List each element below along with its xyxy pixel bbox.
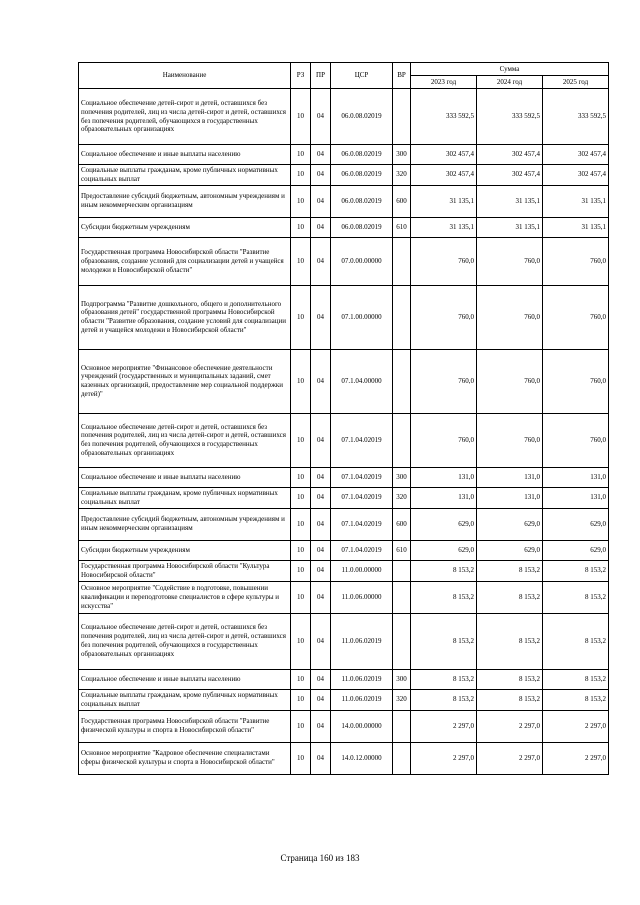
row-2025-cell: 629,0 <box>543 508 609 540</box>
row-2023-cell: 302 457,4 <box>411 165 477 186</box>
row-rz-cell: 10 <box>291 613 311 669</box>
row-2023-cell: 760,0 <box>411 413 477 467</box>
row-name-cell: Социальные выплаты гражданам, кроме публичных нормативных социальных выплат <box>79 487 291 508</box>
row-2024-cell: 760,0 <box>477 237 543 285</box>
row-vr-cell <box>393 560 411 581</box>
row-2024-cell: 8 153,2 <box>477 560 543 581</box>
row-2023-cell: 8 153,2 <box>411 581 477 613</box>
row-pr-cell: 04 <box>311 413 331 467</box>
table-row <box>79 185 609 217</box>
row-2024-cell: 2 297,0 <box>477 742 543 774</box>
row-pr-cell: 04 <box>311 165 331 186</box>
row-rz-cell: 10 <box>291 669 311 689</box>
row-2024-cell: 333 592,5 <box>477 89 543 145</box>
row-vr-cell: 300 <box>393 669 411 689</box>
row-csr-cell: 06.0.08.02019 <box>331 145 393 165</box>
row-pr-cell: 04 <box>311 487 331 508</box>
table-row <box>79 742 609 774</box>
row-2025-cell: 8 153,2 <box>543 613 609 669</box>
page-footer: Страница 160 из 183 <box>280 853 360 863</box>
row-pr-cell: 04 <box>311 689 331 710</box>
table-row <box>79 145 609 165</box>
row-2023-cell: 760,0 <box>411 285 477 349</box>
row-vr-cell <box>393 285 411 349</box>
col-header-2024: 2024 год <box>477 76 543 89</box>
row-pr-cell: 04 <box>311 742 331 774</box>
row-2023-cell: 760,0 <box>411 349 477 413</box>
row-name-cell: Основное мероприятие "Содействие в подготовке, повышении квалификации и переподготовке специалистов в сфере культуры и искусства" <box>79 581 291 613</box>
row-name-cell: Основное мероприятие "Кадровое обеспечение специалистами сферы физической культуры и спорта в Новосибирской области" <box>79 742 291 774</box>
table-body <box>79 89 609 775</box>
row-rz-cell: 10 <box>291 285 311 349</box>
row-2025-cell: 31 135,1 <box>543 185 609 217</box>
row-csr-cell: 07.1.04.00000 <box>331 349 393 413</box>
col-header-2023: 2023 год <box>411 76 477 89</box>
table-row <box>79 413 609 467</box>
row-csr-cell: 14.0.00.00000 <box>331 710 393 742</box>
table-row <box>79 669 609 689</box>
row-2024-cell: 302 457,4 <box>477 145 543 165</box>
row-name-cell: Государственная программа Новосибирской области "Развитие физической культуры и спорта в Новосибирской области" <box>79 710 291 742</box>
row-csr-cell: 11.0.06.00000 <box>331 581 393 613</box>
row-2025-cell: 31 135,1 <box>543 217 609 237</box>
row-2023-cell: 31 135,1 <box>411 217 477 237</box>
row-csr-cell: 11.0.06.02019 <box>331 669 393 689</box>
row-pr-cell: 04 <box>311 237 331 285</box>
row-pr-cell: 04 <box>311 669 331 689</box>
col-header-vr: ВР <box>393 63 411 89</box>
row-csr-cell: 07.0.00.00000 <box>331 237 393 285</box>
row-rz-cell: 10 <box>291 689 311 710</box>
row-csr-cell: 07.1.04.02019 <box>331 413 393 467</box>
row-vr-cell: 610 <box>393 540 411 560</box>
row-csr-cell: 11.0.06.02019 <box>331 689 393 710</box>
row-csr-cell: 06.0.08.02019 <box>331 217 393 237</box>
row-2023-cell: 2 297,0 <box>411 742 477 774</box>
row-2025-cell: 760,0 <box>543 237 609 285</box>
row-name-cell: Социальные выплаты гражданам, кроме публичных нормативных социальных выплат <box>79 689 291 710</box>
table-row <box>79 540 609 560</box>
col-header-pr: ПР <box>311 63 331 89</box>
row-2023-cell: 8 153,2 <box>411 689 477 710</box>
row-csr-cell: 07.1.04.02019 <box>331 487 393 508</box>
row-csr-cell: 07.1.04.02019 <box>331 540 393 560</box>
row-2024-cell: 760,0 <box>477 349 543 413</box>
budget-table <box>78 62 609 775</box>
row-2023-cell: 131,0 <box>411 467 477 487</box>
row-2025-cell: 302 457,4 <box>543 165 609 186</box>
row-pr-cell: 04 <box>311 467 331 487</box>
row-2023-cell: 31 135,1 <box>411 185 477 217</box>
row-name-cell: Социальное обеспечение детей-сирот и детей, оставшихся без попечения родителей, лиц из числа детей-сирот и детей, оставшихся без попечения родителей, обучающихся в государственных образовательных организациях <box>79 89 291 145</box>
row-2025-cell: 760,0 <box>543 349 609 413</box>
row-2023-cell: 333 592,5 <box>411 89 477 145</box>
row-vr-cell: 600 <box>393 508 411 540</box>
row-2024-cell: 2 297,0 <box>477 710 543 742</box>
row-rz-cell: 10 <box>291 540 311 560</box>
row-vr-cell: 320 <box>393 689 411 710</box>
table-row <box>79 165 609 186</box>
row-2023-cell: 302 457,4 <box>411 145 477 165</box>
row-vr-cell: 600 <box>393 185 411 217</box>
row-csr-cell: 07.1.04.02019 <box>331 508 393 540</box>
row-2023-cell: 8 153,2 <box>411 560 477 581</box>
row-pr-cell: 04 <box>311 217 331 237</box>
row-name-cell: Подпрограмма "Развитие дошкольного, общего и дополнительного образования детей" государственной программы Новосибирской области "Развитие образования, создание условий для социализации детей и учащейся молодежи в Новосибирской области" <box>79 285 291 349</box>
row-name-cell: Основное мероприятие "Финансовое обеспечение деятельности учреждений (государственных и муниципальных заданий, смет казенных организаций, предоставление мер социальной поддержки детей)" <box>79 349 291 413</box>
row-rz-cell: 10 <box>291 89 311 145</box>
row-rz-cell: 10 <box>291 710 311 742</box>
row-2025-cell: 8 153,2 <box>543 669 609 689</box>
header-row <box>79 63 609 76</box>
row-rz-cell: 10 <box>291 165 311 186</box>
row-rz-cell: 10 <box>291 742 311 774</box>
table-row <box>79 710 609 742</box>
row-2024-cell: 8 153,2 <box>477 669 543 689</box>
col-header-2025: 2025 год <box>543 76 609 89</box>
row-2024-cell: 629,0 <box>477 508 543 540</box>
row-name-cell: Субсидии бюджетным учреждениям <box>79 540 291 560</box>
col-header-sum: Сумма <box>411 63 609 76</box>
row-vr-cell: 300 <box>393 467 411 487</box>
row-name-cell: Социальное обеспечение детей-сирот и детей, оставшихся без попечения родителей, лиц из числа детей-сирот и детей, оставшихся без попечения родителей, обучающихся в государственных образовательных организациях <box>79 613 291 669</box>
row-2025-cell: 8 153,2 <box>543 689 609 710</box>
row-vr-cell <box>393 581 411 613</box>
row-vr-cell: 300 <box>393 145 411 165</box>
row-csr-cell: 06.0.08.02019 <box>331 89 393 145</box>
row-vr-cell <box>393 349 411 413</box>
col-header-name: Наименование <box>79 63 291 89</box>
row-pr-cell: 04 <box>311 285 331 349</box>
row-name-cell: Предоставление субсидий бюджетным, автономным учреждениям и иным некоммерческим организациям <box>79 508 291 540</box>
col-header-rz: РЗ <box>291 63 311 89</box>
row-name-cell: Социальное обеспечение и иные выплаты населению <box>79 467 291 487</box>
row-name-cell: Предоставление субсидий бюджетным, автономным учреждениям и иным некоммерческим организациям <box>79 185 291 217</box>
row-vr-cell <box>393 237 411 285</box>
row-csr-cell: 07.1.04.02019 <box>331 467 393 487</box>
row-2023-cell: 629,0 <box>411 508 477 540</box>
row-2025-cell: 2 297,0 <box>543 710 609 742</box>
row-2024-cell: 760,0 <box>477 285 543 349</box>
row-rz-cell: 10 <box>291 145 311 165</box>
row-2024-cell: 8 153,2 <box>477 689 543 710</box>
row-rz-cell: 10 <box>291 185 311 217</box>
row-pr-cell: 04 <box>311 89 331 145</box>
row-2025-cell: 760,0 <box>543 285 609 349</box>
table-row <box>79 89 609 145</box>
row-csr-cell: 06.0.08.02019 <box>331 185 393 217</box>
row-vr-cell <box>393 413 411 467</box>
row-2023-cell: 2 297,0 <box>411 710 477 742</box>
row-name-cell: Социальное обеспечение и иные выплаты населению <box>79 669 291 689</box>
row-2024-cell: 31 135,1 <box>477 185 543 217</box>
row-rz-cell: 10 <box>291 560 311 581</box>
table-row <box>79 560 609 581</box>
row-vr-cell <box>393 742 411 774</box>
row-pr-cell: 04 <box>311 508 331 540</box>
row-rz-cell: 10 <box>291 467 311 487</box>
row-csr-cell: 11.0.06.02019 <box>331 613 393 669</box>
row-2024-cell: 31 135,1 <box>477 217 543 237</box>
row-name-cell: Социальное обеспечение детей-сирот и детей, оставшихся без попечения родителей, лиц из числа детей-сирот и детей, оставшихся без попечения родителей, обучающихся в государственных образовательных организациях <box>79 413 291 467</box>
row-pr-cell: 04 <box>311 581 331 613</box>
row-vr-cell: 320 <box>393 165 411 186</box>
row-2024-cell: 8 153,2 <box>477 613 543 669</box>
row-pr-cell: 04 <box>311 613 331 669</box>
row-2023-cell: 8 153,2 <box>411 669 477 689</box>
row-2025-cell: 131,0 <box>543 467 609 487</box>
row-2025-cell: 629,0 <box>543 540 609 560</box>
row-2025-cell: 131,0 <box>543 487 609 508</box>
row-2025-cell: 302 457,4 <box>543 145 609 165</box>
row-2024-cell: 302 457,4 <box>477 165 543 186</box>
row-2024-cell: 760,0 <box>477 413 543 467</box>
row-name-cell: Социальное обеспечение и иные выплаты населению <box>79 145 291 165</box>
row-rz-cell: 10 <box>291 217 311 237</box>
row-rz-cell: 10 <box>291 487 311 508</box>
row-name-cell: Государственная программа Новосибирской области "Развитие образования, создание условий для социализации детей и учащейся молодежи в Новосибирской области" <box>79 237 291 285</box>
col-header-csr: ЦСР <box>331 63 393 89</box>
table-row <box>79 285 609 349</box>
table-row <box>79 581 609 613</box>
row-rz-cell: 10 <box>291 413 311 467</box>
row-pr-cell: 04 <box>311 349 331 413</box>
row-2024-cell: 8 153,2 <box>477 581 543 613</box>
row-csr-cell: 11.0.00.00000 <box>331 560 393 581</box>
table-row <box>79 613 609 669</box>
row-rz-cell: 10 <box>291 581 311 613</box>
row-pr-cell: 04 <box>311 185 331 217</box>
table-row <box>79 349 609 413</box>
row-2023-cell: 8 153,2 <box>411 613 477 669</box>
table-row <box>79 508 609 540</box>
row-2025-cell: 8 153,2 <box>543 581 609 613</box>
row-2023-cell: 629,0 <box>411 540 477 560</box>
row-pr-cell: 04 <box>311 540 331 560</box>
row-vr-cell <box>393 613 411 669</box>
row-name-cell: Государственная программа Новосибирской области "Культура Новосибирской области" <box>79 560 291 581</box>
table-row <box>79 487 609 508</box>
row-vr-cell: 320 <box>393 487 411 508</box>
table-row <box>79 467 609 487</box>
row-csr-cell: 14.0.12.00000 <box>331 742 393 774</box>
table-row <box>79 217 609 237</box>
row-2024-cell: 131,0 <box>477 487 543 508</box>
row-vr-cell <box>393 89 411 145</box>
row-2023-cell: 131,0 <box>411 487 477 508</box>
row-rz-cell: 10 <box>291 349 311 413</box>
row-vr-cell: 610 <box>393 217 411 237</box>
row-2025-cell: 2 297,0 <box>543 742 609 774</box>
row-2025-cell: 8 153,2 <box>543 560 609 581</box>
row-rz-cell: 10 <box>291 237 311 285</box>
row-pr-cell: 04 <box>311 710 331 742</box>
row-name-cell: Социальные выплаты гражданам, кроме публичных нормативных социальных выплат <box>79 165 291 186</box>
row-rz-cell: 10 <box>291 508 311 540</box>
row-2024-cell: 629,0 <box>477 540 543 560</box>
row-2025-cell: 760,0 <box>543 413 609 467</box>
row-name-cell: Субсидии бюджетным учреждениям <box>79 217 291 237</box>
table-row <box>79 237 609 285</box>
row-vr-cell <box>393 710 411 742</box>
row-2023-cell: 760,0 <box>411 237 477 285</box>
row-csr-cell: 07.1.00.00000 <box>331 285 393 349</box>
row-pr-cell: 04 <box>311 145 331 165</box>
table-row <box>79 689 609 710</box>
row-csr-cell: 06.0.08.02019 <box>331 165 393 186</box>
row-2024-cell: 131,0 <box>477 467 543 487</box>
row-2025-cell: 333 592,5 <box>543 89 609 145</box>
row-pr-cell: 04 <box>311 560 331 581</box>
